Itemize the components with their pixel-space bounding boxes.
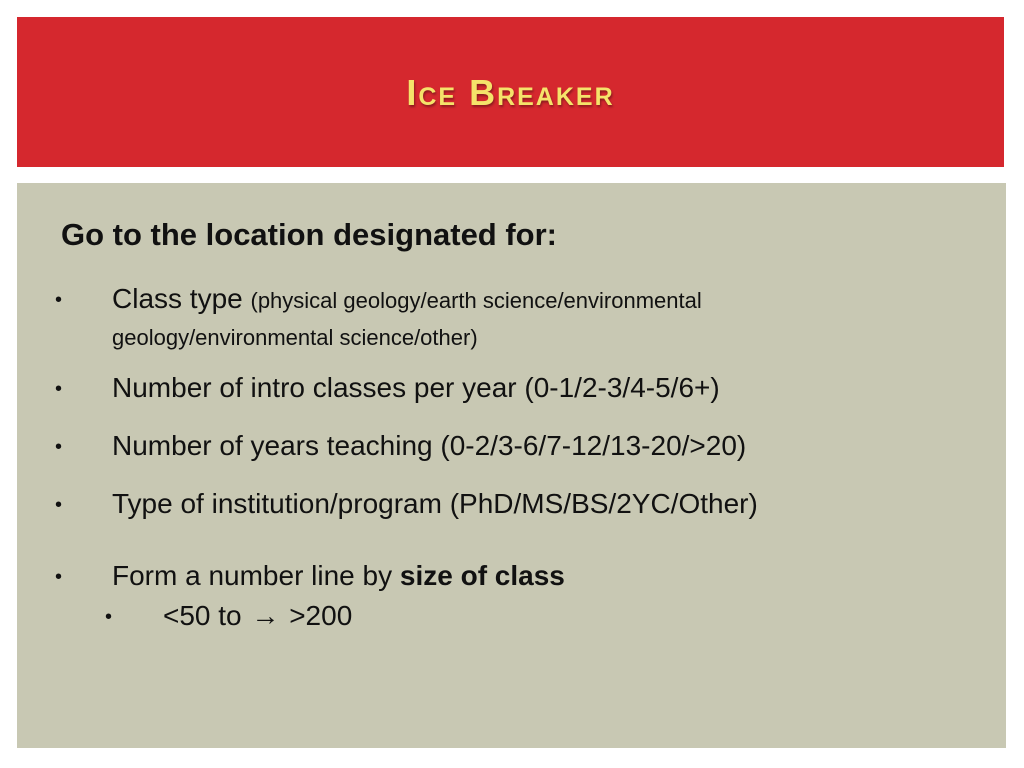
content-heading: Go to the location designated for: — [61, 217, 557, 252]
bullet-detail-line2: geology/environmental science/other) — [112, 325, 478, 350]
bullet-detail-line1: (physical geology/earth science/environmental — [250, 288, 702, 313]
range-start-text: <50 to — [163, 600, 242, 631]
bullet-text: Number of years teaching (0-2/3-6/7-12/13-20/>20) — [112, 430, 747, 461]
bullet-dot: • — [55, 494, 63, 516]
range-end-text: >200 — [289, 600, 353, 631]
bullet-main-text: Class type — [112, 283, 243, 314]
bullet-dot: • — [105, 606, 113, 628]
bullet-dot: • — [55, 378, 63, 400]
bullet-dot: • — [55, 436, 63, 458]
title-bar — [17, 17, 1004, 167]
bullet-bold-text: size of class — [399, 560, 565, 591]
bullet-text: Type of institution/program (PhD/MS/BS/2YC/Other) — [112, 488, 758, 519]
bullet-text: Number of intro classes per year (0-1/2-3/4-5/6+) — [112, 372, 720, 403]
bullet-dot: • — [55, 566, 63, 588]
bullet-prefix-text: Form a number line by — [112, 560, 400, 591]
content-panel — [17, 183, 1006, 748]
bullet-dot: • — [55, 289, 63, 311]
slide-title: Ice Breaker — [406, 72, 615, 113]
right-arrow-icon: → — [251, 600, 280, 631]
